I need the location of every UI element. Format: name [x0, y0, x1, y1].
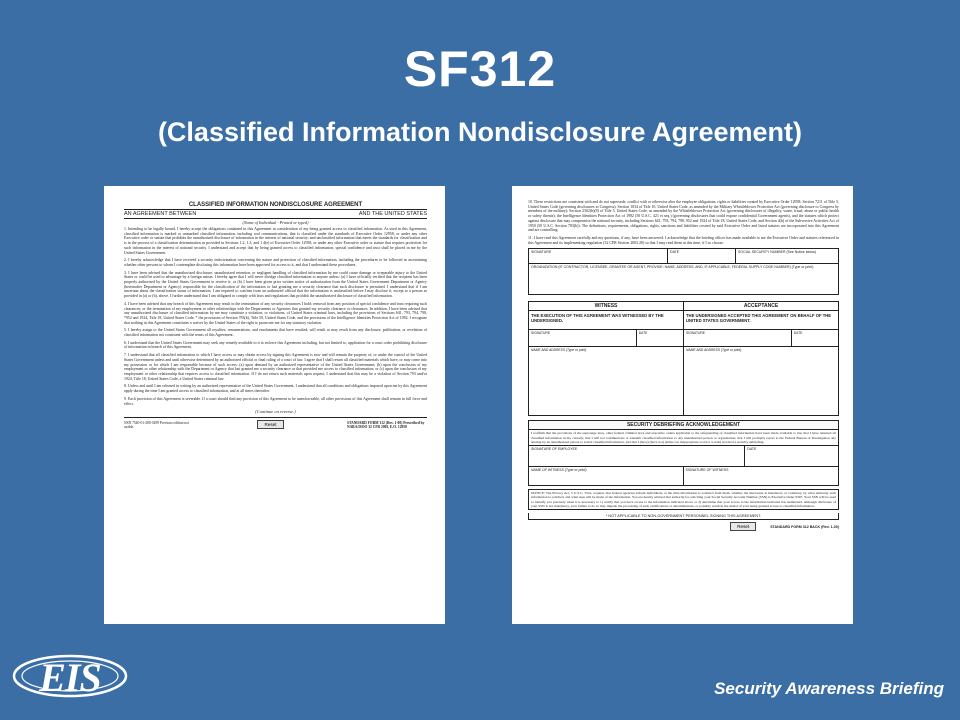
back-footer-right: STANDARD FORM 312 BACK (Rev. 1-00): [770, 524, 839, 529]
employee-date-field[interactable]: DATE: [747, 447, 757, 452]
paragraph-2: 2. I hereby acknowledge that I have received a security indoctrination concerning the nature and protection of classified information, including the procedures to be followed in ascertaining whether other persons to whom I contemplate disclosing this information have been approved for access to it, and that I understand these procedures.: [124, 258, 427, 267]
form-front-page: [104, 186, 445, 624]
debrief-witness-signature-field[interactable]: SIGNATURE OF WITNESS: [685, 468, 729, 473]
front-footer: [124, 417, 427, 429]
signature-field[interactable]: SIGNATURE: [529, 249, 668, 263]
between-left: AN AGREEMENT BETWEEN: [124, 211, 197, 217]
paragraph-11: 11. I have read this Agreement carefully and my questions, if any, have been answered. I acknowledge that the briefing officer has made available to me the Executive Order and statutes referenced in this Agreement and its implementing regulation (32 CFR Section 2003.20) so that I may read them at this time, if I so choose.: [528, 235, 839, 245]
front-footer-right: STANDARD FORM 312 (Rev. 1-00) Prescribed by NARA/ISOO 32 CFR 2003, E.O. 12958: [346, 421, 425, 430]
witness-debrief-row: [529, 466, 838, 485]
front-footer-left: NSN 7540-01-280-5499 Previous edition not usable.: [124, 421, 189, 430]
acceptance-date-field[interactable]: DATE: [793, 331, 803, 336]
form-title: CLASSIFIED INFORMATION NONDISCLOSURE AGREEMENT: [124, 202, 427, 210]
front-reset-button[interactable]: Reset: [257, 420, 283, 429]
witness-sig-row: [529, 330, 683, 347]
between-right: AND THE UNITED STATES: [358, 211, 427, 217]
witness-signature-field[interactable]: SIGNATURE: [529, 330, 637, 346]
witness-text: THE EXECUTION OF THIS AGREEMENT WAS WITNESSED BY THE UNDERSIGNED.: [529, 311, 683, 330]
slide-subtitle: (Classified Information Nondisclosure Agreement): [157, 117, 803, 147]
witness-date-field[interactable]: DATE: [638, 331, 648, 336]
paragraph-6: 6. I understand that the United States Government may seek any remedy available to it to enforce this Agreement including, but not limited to, application for a court order prohibiting disclosure of information in breach of this Agreement.: [124, 340, 427, 350]
employee-sig-row: [529, 445, 838, 466]
acceptance-text: THE UNDERSIGNED ACCEPTED THIS AGREEMENT ON BEHALF OF THE UNITED STATES GOVERNMENT.: [684, 311, 838, 330]
agreement-between-row: [124, 210, 427, 219]
paragraph-9: 9. Each provision of this Agreement is severable. If a court should find any provision of this Agreement to be unenforceable, all other provisions of this Agreement shall remain in full force and effect.: [124, 396, 427, 406]
paragraph-5: 5. I hereby assign to the United States Government all royalties, remunerations, and emoluments that have resulted, will result or may result from any disclosure, publication, or revelation of classified information not consistent with the terms of this Agreement.: [124, 328, 427, 338]
paragraph-8: 8. Unless and until I am released in writing by an authorized representative of the United States Government, I understand that all conditions and obligations imposed upon me by this Agreement apply during the time I am granted access to classified information, and at all times thereafter.: [124, 384, 427, 394]
acceptance-name-row: [684, 347, 838, 415]
ssn-field[interactable]: SOCIAL SECURITY NUMBER (See Notice below): [738, 250, 817, 255]
acceptance-name-address-field[interactable]: NAME AND ADDRESS (Type or print): [686, 348, 742, 353]
witness-heading: WITNESS: [529, 302, 683, 311]
debriefing-text: I reaffirm that the provisions of the espionage laws, other federal criminal laws and executive orders applicable to the safeguarding of classified information have been made available to me; that I have returned all classified information in my custody; that I will not communicate or transmit classified information to any unauthorized person or organization; that I will promptly report to the Federal Bureau of Investigation any attempt by an unauthorized person to solicit classified information, and that I (have) (have not) (strike out inappropriate word or words) received a security debriefing.: [531, 431, 836, 444]
paragraph-4: 4. I have been advised that any breach of this Agreement may result in the termination of any security clearances I hold; removal from any position of special confidence and trust requiring such clearances; or the termination of my employment or other relationships with the Departments or Agencies that granted my security clearance or clearances. In addition, I have been advised that any unauthorized disclosure of classified information by me may constitute a violation, or violations, of United States criminal laws, including the provisions of Sections 641, 793, 794, 798, *952 and 1924, Title 18, United States Code, * the provisions of Section 783(b), Title 50, United States Code, and the provisions of the Intelligence Identities Protection Act of 1982. I recognize that nothing in this Agreement constitutes a waiver by the United States of the right to prosecute me for any statutory violation.: [124, 301, 427, 325]
acceptance-sig-row: [684, 330, 838, 347]
name-hint: (Name of Individual - Printed or typed): [242, 220, 309, 225]
witness-name-row: [529, 347, 683, 415]
acceptance-heading: ACCEPTANCE: [684, 302, 838, 311]
date-field[interactable]: DATE: [668, 249, 736, 263]
witness-name-address-field[interactable]: NAME AND ADDRESS (Type or print): [531, 348, 587, 353]
acceptance-signature-field[interactable]: SIGNATURE: [684, 330, 792, 346]
logo-text: EIS: [39, 655, 101, 700]
witness-column: [529, 302, 684, 415]
paragraph-7: 7. I understand that all classified information to which I have access or may obtain access by signing this Agreement is now and will remain the property of, or under the control of the United States Government unless and until otherwise determined by an authorized official or final ruling of a court of law. I agree that I shall return all classified materials which have, or may come into my possession or for which I am responsible because of such access: (a) upon demand by an authorized representative of the United States Government; (b) upon the conclusion of my employment or other relationship with the Department or Agency that last granted me a security clearance or that provided me access to classified information; or (c) upon the conclusion of my employment or other relationship that requires access to classified information. If I do not return such materials upon request, I understand that this may be a violation of Section 793 and/or 1924, Title 18, United States Code, a United States criminal law.: [124, 353, 427, 381]
not-applicable-note: * NOT APPLICABLE TO NON-GOVERNMENT PERSONNEL SIGNING THIS AGREEMENT.: [528, 513, 839, 520]
signature-row: [528, 248, 839, 264]
form-back-page: [512, 186, 853, 624]
eis-logo: [10, 650, 130, 702]
brand-footer: Security Awareness Briefing: [714, 679, 944, 698]
paragraph-10: 10. These restrictions are consistent with and do not supersede, conflict with or otherwise alter the employee obligations, rights or liabilities created by Executive Order 12958; Section 7211 of Title 5, United States Code (governing disclosures to Congress); Section 1034 of Title 10, United States Code, as amended by the Military Whistleblower Protection Act (governing disclosure to Congress by members of the military); Section 2302(b)(8) of Title 5, United States Code, as amended by the Whistleblower Protection Act (governing disclosures of illegality, waste, fraud, abuse or public health or safety threats); the Intelligence Identities Protection Act of 1982 (50 U.S.C. 421 et seq.) (governing disclosures that could expose confidential Government agents), and the statutes which protect against disclosure that may compromise the national security, including Sections 641, 793, 794, 798, 952 and 1924 of Title 18, United States Code, and Section 4(b) of the Subversive Activities Act of 1950 (50 U.S.C. Section 783(b)). The definitions, requirements, obligations, rights, sanctions and liabilities created by said Executive Order and listed statutes are incorporated into this Agreement and are controlling.: [528, 200, 839, 233]
acceptance-column: [684, 302, 838, 415]
back-footer: [528, 522, 839, 531]
employee-signature-field[interactable]: SIGNATURE OF EMPLOYEE: [529, 446, 745, 466]
debrief-witness-name-field[interactable]: NAME OF WITNESS (Type or print): [529, 467, 684, 485]
paragraph-3: 3. I have been advised that the unauthorized disclosure, unauthorized retention, or negligent handling of classified information by me could cause damage or irreparable injury to the United States or could be used to advantage by a foreign nation. I hereby agree that I will never divulge classified information to anyone unless: (a) I have officially verified that the recipient has been properly authorized by the United States Government to receive it; or (b) I have been given prior written notice of authorization from the United States Government Department or Agency (hereinafter Department or Agency) responsible for the classification of the information or last granting me a security clearance that such disclosure is permitted. I understand that if I am uncertain about the classification status of information, I am required to confirm from an authorized official that the information is unclassified before I may disclose it, except to a person as provided in (a) or (b), above. I further understand that I am obligated to comply with laws and regulations that prohibit the unauthorized disclosure of classified information.: [124, 270, 427, 299]
continue-note: (Continue on reverse.): [255, 409, 296, 415]
back-reset-button[interactable]: Reset: [730, 522, 756, 531]
privacy-notice: NOTICE: The Privacy Act, 5 U.S.C. 552a, requires that federal agencies inform individuals, at the time information is solicited from them, whether the disclosure is mandatory or voluntary, by what authority such information is solicited, and what uses will be made of the information. You are hereby advised that authority for soliciting your Social Security Account Number (SSN) is Executive Order 9397. Your SSN will be used to identify you precisely when it is necessary to 1) certify that you have access to the information indicated above or 2) determine that your access to the information indicated has terminated. Although disclosure of your SSN is not mandatory, your failure to do so may impede the processing of such certifications or determinations, or possibly result in the denial of your being granted access to classified information.: [528, 489, 839, 510]
debriefing-block: [528, 429, 839, 486]
organization-field[interactable]: ORGANIZATION (IF CONTRACTOR, LICENSEE, GRANTEE OR AGENT, PROVIDE: NAME, ADDRESS, AND, IF APPLICABLE, FEDERAL SUPPLY CODE NUMBER) (Type or print): [531, 265, 814, 270]
slide-title: SF312: [403, 41, 557, 97]
paragraph-1: 1. Intending to be legally bound, I hereby accept the obligations contained in this Agreement in consideration of my being granted access to classified information. As used in this Agreement, classified information is marked or unmarked classified information, including oral communications, that is classified under the standards of Executive Order 12958, or under any other Executive order or statute that prohibits the unauthorized disclosure of information in the interest of national security; and unclassified information that meets the standards for classification and is in the process of a classification determination as provided in Sections 1.2, 1.3, and 1.4(e) of Executive Order 12958, or under any other Executive order or statute that requires protection for such information in the interest of national security. I understand and accept that by being granted access to classified information, special confidence and trust shall be placed in me by the United States Government.: [124, 227, 427, 255]
organization-row: [528, 264, 839, 295]
debriefing-heading: SECURITY DEBRIEFING ACKNOWLEDGEMENT: [528, 420, 839, 429]
witness-acceptance-block: [528, 301, 839, 416]
